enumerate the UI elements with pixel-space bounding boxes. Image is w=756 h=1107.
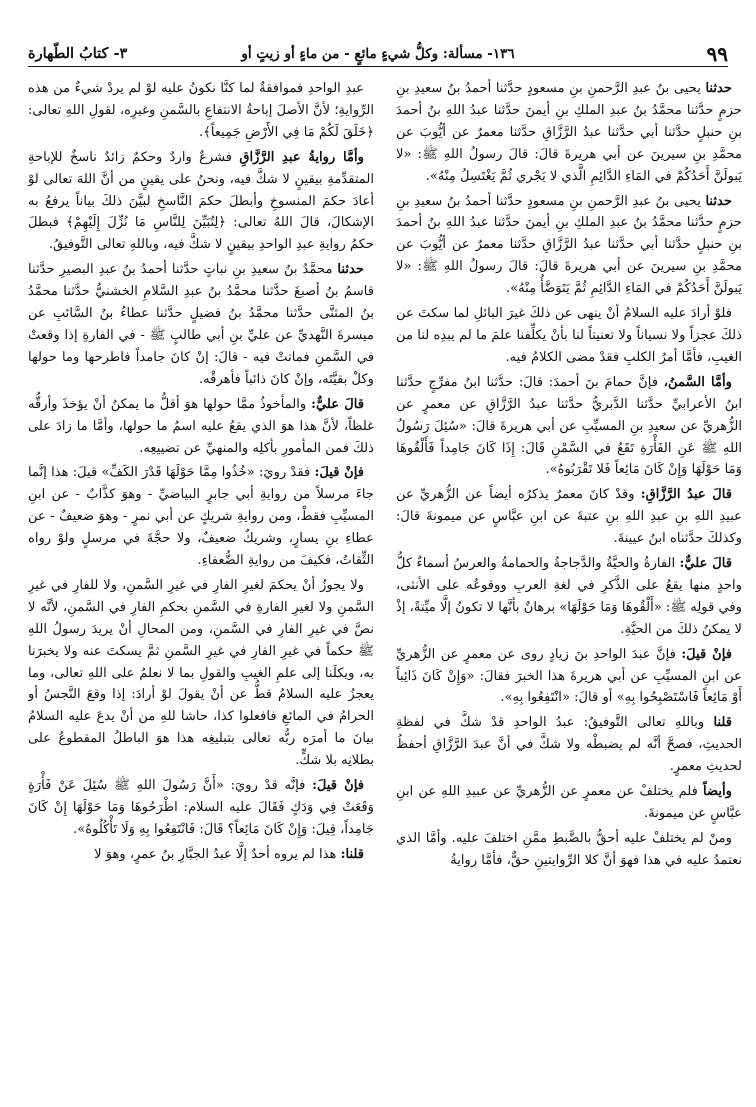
paragraph xyxy=(396,78,742,188)
book-title: ٣- كتابُ الطّهارة xyxy=(28,45,128,62)
page-number: ٩٩ xyxy=(706,42,728,66)
paragraph-text: فلم يختلفْ عن معمرٍ عن الزُّهريِّ عن عبيدِ اللهِ عن ابنِ عبَّاسٍ عن ميمونةَ. xyxy=(396,784,742,821)
paragraph-text: وباللهِ تعالى التَّوفيقُ: عبدُ الواحدِ قدْ شكَّ في لفظةِ الحديثِ، فصحَّ أنَّه لم يضبطْه ولا شكَّ في أنَّ عبدَ الرَّزَّاقِ أحفظُ لحديثِ معمرٍ. xyxy=(396,715,742,775)
paragraph-lead: قالَ عبدُ الرَّزَّاقِ: xyxy=(640,487,732,503)
paragraph xyxy=(396,484,742,550)
left-column xyxy=(28,78,374,1088)
paragraph-text: عبدِ الواحدِ فموافقةٌ لما كنَّا نكونُ عليه لوْ لم يردْ شيءٌ من هذه الرِّوايةِ؛ لأنَّ الأصلَ إباحةُ الانتفاعِ بالسَّمنِ وغيرِه، لقولِ اللهِ تعالى: ﴿خَلَقَ لَكُمْ مَا فِي الأَرْضِ جَمِيعاً﴾. xyxy=(28,81,374,140)
paragraph xyxy=(28,775,374,841)
paragraph xyxy=(396,644,742,710)
paragraph xyxy=(396,553,742,641)
paragraph xyxy=(28,259,374,390)
paragraph xyxy=(396,303,742,369)
paragraph-lead: قالَ عليٌّ: xyxy=(311,396,364,412)
paragraph-text: فإنَّ حمامَ بنَ أحمدَ: قالَ: حدَّثنا ابنُ مفرِّجٍ حدَّثنا ابنُ الأعرابيِّ حدَّثنا الدَّبريُّ حدَّثنا عبدُ الرَّزَّاقِ عن معمرٍ عن الزُّهريِّ عن سعيدِ بنِ المسيِّبِ عن أبي هريرةَ قالَ: «سُئِلَ رَسُولُ اللهِ ﷺ عَنِ الفَأْرَةِ تَقَعُ في السَّمْنِ قَالَ: إِذَا كَانَ جَامِداً فَأَلْقُوهَا وَمَا حَوْلَهَا وَإِنْ كَانَ مَائِعاً فَلا تَقْرَبُوهُ». xyxy=(396,374,742,478)
paragraph xyxy=(28,844,374,866)
paragraph-lead: قلنا xyxy=(713,715,732,731)
paragraph-lead: فإنْ قيلَ: xyxy=(312,778,364,794)
paragraph-lead: قلنا: xyxy=(340,846,364,862)
paragraph-lead: قالَ عليٌّ: xyxy=(679,556,732,572)
paragraph-text: فلوْ أرادَ عليه السلامُ أنْ ينهى عن ذلكَ غيرَ البائلِ لما سكتَ عن ذلكَ عجزاً ولا نسياناً ولا تعنيتاً لنا بأنْ يكلِّفنا علمَ ما لم يبدِه لنا من الغيبِ، فأمَّا أمرُ الكلبِ فقدْ مضى الكلامُ فيه. xyxy=(396,306,742,365)
paragraph xyxy=(28,462,374,572)
paragraph xyxy=(396,372,742,482)
paragraph-text: فإنَّه قدْ رويَ: «أَنَّ رَسُولَ اللهِ ﷺ سُئِلَ عَنْ فَأْرَةٍ وَقَعَتْ فِي وَدَكٍ فَقَالَ عليه السلام: اطْرَحُوهَا وَمَا حَوْلَهَا إِنْ كَانَ جَامِداً، قِيلَ: وَإِنْ كَانَ مَائِعاً؟ قَالَ: فَانْتَفِعُوا بِهِ وَلَا تَأْكُلُوهُ». xyxy=(28,778,374,837)
paragraph-lead: فإنْ قيلَ: xyxy=(314,465,364,481)
paragraph-text: يحيى بنُ عبدِ الرَّحمنِ بنِ مسعودٍ حدَّثنا أحمدُ بنُ سعيدِ بنِ حزمٍ حدَّثنا محمَّدُ بنُ عبدِ الملكِ بنِ أيمنَ حدَّثنا عبدُ اللهِ بنُ أحمدَ بنِ حنبلٍ حدَّثنا أبي حدَّثنا عبدُ الرَّزَّاقِ حدَّثنا معمرٌ عن أيُّوبَ عن محمَّدِ بنِ سيرينَ عن أبي هريرةَ قالَ: قالَ رسولُ اللهِ ﷺ: «لا يَبولَنَّ أَحَدُكُمْ في المَاءِ الدَّائِمِ الَّذي لا يَجْري ثُمَّ يَغْتَسِلُ مِنْهُ». xyxy=(396,81,742,184)
paragraph-lead: فإنْ قيلَ: xyxy=(681,646,732,662)
paragraph-lead: حدثنا xyxy=(337,262,364,278)
paragraph-lead: حدثنا xyxy=(705,81,732,96)
paragraph xyxy=(28,147,374,257)
paragraph xyxy=(28,575,374,772)
paragraph-lead: حدثنا xyxy=(705,193,732,209)
paragraph-text: فشرعٌ واردٌ وحكمٌ زائدٌ ناسخٌ للإباحةِ المتقدِّمةِ بيقينٍ لا شكَّ فيه، ونحنُ على يقينٍ من أنَّ اللهَ تعالى لوْ أعادَ حكمَ المنسوخِ وأبطلَ حكمَ النَّاسخِ لبيَّنَ ذلكَ بياناً يرفعُ به الإشكالَ، قالَ اللهُ تعالى: ﴿لِتُبَيِّنَ لِلنَّاسِ مَا نُزِّلَ إِلَيْهِمْ﴾ فبطلَ حكمُ روايةِ عبدِ الواحدِ بيقينٍ لا شكَّ فيه، وباللهِ تعالى التَّوفيقُ. xyxy=(28,149,374,253)
paragraph-text: ومنْ لم يختلفْ عليه أحقُّ بالضَّبطِ ممَّنِ اختلفَ عليه. وأمَّا الذي نعتمدُ عليه في هذا فهوَ أنَّ كلا الرِّوايتينِ حقٌّ، فأمَّا روايةُ xyxy=(396,830,742,868)
running-title: ١٣٦- مسألة: وكلُّ شيءٍ مائعٍ - من ماءٍ أو زيتٍ أو xyxy=(241,46,515,62)
paragraph-text: فقدْ رويَ: «خُذُوا مِمَّا حَوْلَهَا قَدْرَ الكَفِّ» قيلَ: هذا إنَّما جاءَ مرسلاً من روايةِ أبي جابرٍ البياضيِّ - وهوَ كذَّابٌ - عن ابنِ المسيِّبِ فقطْ، ومن روايةِ شريكٍ عن أبي نمرٍ - وهوَ ضعيفٌ - عن عطاءِ بنِ يسارٍ، وشريكٌ ضعيفٌ، ولا حجَّةَ في مرسلٍ ولوْ رواه الثِّقاتُ، فكيفَ من روايةِ الضُّعفاءِ. xyxy=(28,465,374,569)
paragraph xyxy=(396,781,742,825)
paragraph-text: هذا لم يروه أحدٌ إلَّا عبدُ الجبَّارِ بنُ عمرٍ، وهوَ لا xyxy=(94,846,337,862)
page-header xyxy=(28,40,728,67)
paragraph-lead: وأمَّا السَّمنُ، xyxy=(663,374,732,390)
right-column xyxy=(396,78,742,1088)
paragraph-text: يحيى بنُ عبدِ الرَّحمنِ بنِ مسعودٍ حدَّثنا أحمدُ بنُ سعيدِ بنِ حزمٍ حدَّثنا محمَّدُ بنُ عبدِ الملكِ بنِ أيمنَ حدَّثنا عبدُ اللهِ بنُ أحمدَ بنِ حنبلٍ حدَّثنا أبي حدَّثنا عبدُ الرَّزَّاقِ حدَّثنا معمرٌ عن أيُّوبَ عن محمَّدِ بنِ سيرينَ عن أبي هريرةَ قالَ: قالَ رسولُ اللهِ ﷺ: «لا يَبولَنَّ أَحَدُكُمْ في المَاءِ الدَّائِمِ ثُمَّ يَتَوَضَّأُ مِنْهُ». xyxy=(396,193,742,297)
paragraph-text: والمأخوذُ ممَّا حولها هوَ أقلُّ ما يمكنُ أنْ يؤخذَ وأرقُّه غلظاً، لأنَّ هذا هوَ الذي يقعُ عليه اسمُ ما حولها، وأمَّا ما زادَ على ذلكَ فمن المأمورِ بأكلِه والمنهيِّ عن تضييعِه. xyxy=(28,396,374,456)
paragraph xyxy=(396,828,742,872)
paragraph-text: ولا يجوزُ أنْ يحكمَ لغيرِ الفارِ في غيرِ السَّمنِ، ولا للفارِ في غيرِ السَّمنِ ولا لغيرِ الفارةِ في السَّمنِ بحكمِ الفارِ في السَّمنِ، لأنَّه لا نصَّ في غيرِ الفارِ في السَّمنِ، ومن المحالِ أنْ يريدَ رسولُ اللهِ ﷺ حكماً في غيرِ الفارِ في غيرِ السَّمنِ ثمَّ يسكتَ عنه ولا يخبرَنا به، ويكلَنا إلى علمِ الغيبِ والقولِ بما لا نعلمُ على اللهِ تعالى، وما يعجزُ عليه السلامُ قطُّ عن أنْ يقولَ لوْ أرادَ: إذا وقعَ النَّجسُ أو الحرامُ في المائعِ فافعلوا كذا، حاشا للهِ من أنْ يدعَ عليه السلامُ بيانَ ما أمرَه ربُّه تعالى بتبليغِه هذا هوَ الباطلُ المقطوعُ على بطلانِه بلا شكٍّ. xyxy=(28,577,374,769)
paragraph xyxy=(396,191,742,301)
paragraph-lead: وأمَّا روايةُ عبدِ الرَّزَّاقِ xyxy=(239,149,364,165)
paragraph xyxy=(28,394,374,460)
paragraph xyxy=(396,712,742,778)
paragraph-text: محمَّدُ بنُ سعيدِ بنِ نباتٍ حدَّثنا أحمدُ بنُ عبدِ البصيرِ حدَّثنا قاسمُ بنُ أصبغَ حدَّثنا محمَّدُ بنُ عبدِ السَّلامِ الخشنيُّ حدَّثنا محمَّدُ بنُ المثنَّى حدَّثنا محمَّدُ بنُ فضيلٍ حدَّثنا عطاءُ بنُ السَّائبِ عن ميسرةَ النَّهديِّ عن عليِّ بنِ أبي طالبٍ ﷺ - في الفارةِ إذا وقعتْ في السَّمنِ فماتتْ فيه - قالَ: إنْ كانَ جامداً فاطرحها وما حولها وكلْ بقيَّتَه، وإنْ كانَ ذائباً فأهرقْه. xyxy=(28,262,374,387)
paragraph-text: الفارةُ والحيَّةُ والدَّجاجةُ والحمامةُ والعرسُ أسماءٌ كلُّ واحدٍ منها يقعُ على الذَّكرِ في لغةِ العربِ ووقوعُه على الأنثى، وفي قولِه ﷺ: «أَلْقُوهَا وَمَا حَوْلَهَا» برهانٌ بأنَّها لا تكونُ إلَّا ميِّتةً، إذْ لا يمكنُ ذلكَ من الحيَّةِ. xyxy=(396,556,742,637)
paragraph-text: فإنَّ عبدَ الواحدِ بنَ زيادٍ روى عن معمرٍ عن الزُّهريِّ عن ابنِ المسيِّبِ عن أبي هريرةَ هذا الخبرَ فقالَ: «وَإِنْ كَانَ ذَائِباً أَوْ مَائِعاً فَاسْتَصْبِحُوا بِهِ» أو قالَ: «انْتَفِعُوا بِهِ». xyxy=(396,646,742,706)
paragraph-lead: وأيضاً xyxy=(703,784,732,800)
paragraph-text: وقدْ كانَ معمرٌ يذكرُه أيضاً عن الزُّهريِّ عن عبيدِ اللهِ بنِ عبدِ اللهِ بنِ عتبةَ عن ابنِ عبَّاسٍ عن ميمونةَ قالَ: وكذلكَ حدَّثناه ابنُ عيينةَ. xyxy=(396,487,742,547)
paragraph xyxy=(28,78,374,144)
